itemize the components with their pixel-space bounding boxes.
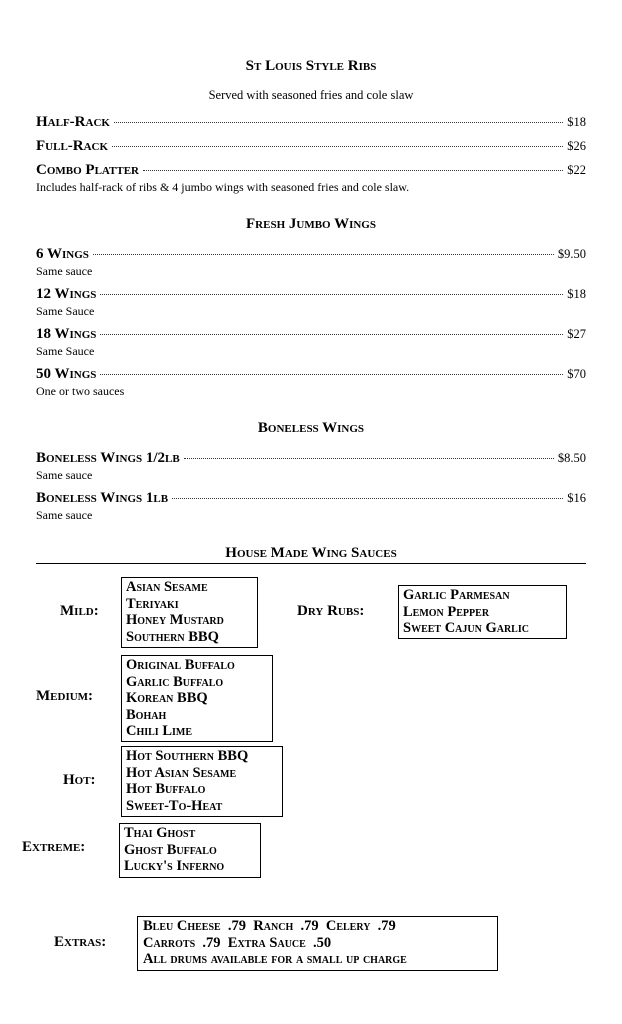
mild-sauce-box [121, 577, 258, 648]
menu-item-6-wings [36, 246, 586, 263]
item-price: $16 [567, 491, 586, 505]
sauce-item: Hot Southern BBQ [126, 748, 249, 764]
menu-item-boneless-half-lb [36, 450, 586, 467]
item-name: Boneless Wings 1/2lb [36, 450, 180, 466]
item-note: One or two sauces [36, 384, 125, 398]
ribs-subtitle: Served with seasoned fries and cole slaw [208, 88, 414, 102]
leader-dots [184, 458, 554, 459]
item-price: $22 [567, 163, 586, 177]
hot-label: Hot: [63, 772, 96, 788]
menu-item-12-wings [36, 286, 586, 303]
dry-rubs-label: Dry Rubs: [297, 603, 365, 619]
item-note: Same sauce [36, 468, 93, 482]
sauce-item: Korean BBQ [126, 690, 208, 706]
item-price: $26 [567, 139, 586, 153]
wings-section-title: Fresh Jumbo Wings [246, 216, 376, 232]
menu-item-combo-platter [36, 162, 586, 179]
combo-note: Includes half-rack of ribs & 4 jumbo wings with seasoned fries and cole slaw. [36, 180, 410, 194]
sauce-item: Asian Sesame [126, 579, 208, 595]
sauce-item: Garlic Parmesan [403, 587, 510, 603]
sauce-item: Honey Mustard [126, 612, 224, 628]
sauce-item: Sweet-To-Heat [126, 797, 223, 814]
item-note: Same Sauce [36, 304, 95, 318]
menu-item-boneless-1lb [36, 490, 586, 507]
item-price: $18 [567, 115, 586, 129]
sauce-item: Hot Asian Sesame [126, 764, 237, 781]
leader-dots [100, 374, 563, 375]
sauce-item: Lemon Pepper [403, 603, 490, 620]
sauce-item: Chili Lime [126, 723, 192, 739]
leader-dots [100, 334, 563, 335]
sauce-item: Sweet Cajun Garlic [403, 620, 529, 636]
item-name: 6 Wings [36, 246, 89, 262]
menu-item-half-rack [36, 114, 586, 131]
sauce-item: Teriyaki [126, 595, 179, 612]
leader-dots [172, 498, 563, 499]
extras-line: Bleu Cheese .79 Ranch .79 Celery .79 [143, 918, 396, 934]
sauce-item: Southern BBQ [126, 628, 219, 645]
item-name: 50 Wings [36, 366, 97, 382]
mild-label: Mild: [60, 603, 99, 619]
item-name: Combo Platter [36, 162, 139, 178]
sauce-item: Lucky's Inferno [124, 858, 225, 874]
item-price: $27 [567, 327, 586, 341]
section-divider [36, 563, 586, 564]
item-price: $70 [567, 367, 586, 381]
item-name: Boneless Wings 1lb [36, 490, 169, 506]
leader-dots [114, 122, 563, 123]
menu-item-full-rack [36, 138, 586, 155]
sauce-item: Ghost Buffalo [124, 841, 217, 858]
item-note: Same sauce [36, 508, 93, 522]
item-name: Half-Rack [36, 114, 110, 130]
extras-label: Extras: [54, 934, 107, 950]
item-note: Same Sauce [36, 344, 95, 358]
item-name: 12 Wings [36, 286, 97, 302]
extreme-label: Extreme: [22, 839, 86, 855]
menu-item-50-wings [36, 366, 586, 383]
item-name: 18 Wings [36, 326, 97, 342]
item-price: $18 [567, 287, 586, 301]
sauces-section-title: House Made Wing Sauces [225, 545, 397, 561]
boneless-section-title: Boneless Wings [257, 420, 365, 436]
medium-sauce-box [121, 655, 273, 742]
menu-item-18-wings [36, 326, 586, 343]
extras-box [137, 916, 498, 971]
leader-dots [93, 254, 554, 255]
leader-dots [100, 294, 563, 295]
sauce-item: Garlic Buffalo [126, 673, 224, 690]
item-price: $8.50 [557, 451, 586, 465]
item-price: $9.50 [557, 247, 586, 261]
extras-line: All drums available for a small up charge [143, 951, 407, 967]
sauce-item: Bohah [126, 706, 167, 723]
dry-rubs-box [398, 585, 567, 639]
item-name: Full-Rack [36, 138, 109, 154]
leader-dots [112, 146, 563, 147]
medium-label: Medium: [36, 688, 94, 704]
sauce-item: Thai Ghost [124, 825, 196, 841]
ribs-section-title: St Louis Style Ribs [245, 58, 377, 74]
hot-sauce-box [121, 746, 283, 817]
leader-dots [143, 170, 563, 171]
sauce-item: Original Buffalo [126, 657, 235, 673]
sauce-item: Hot Buffalo [126, 781, 206, 797]
extreme-sauce-box [119, 823, 261, 878]
extras-line: Carrots .79 Extra Sauce .50 [143, 934, 332, 951]
item-note: Same sauce [36, 264, 93, 278]
